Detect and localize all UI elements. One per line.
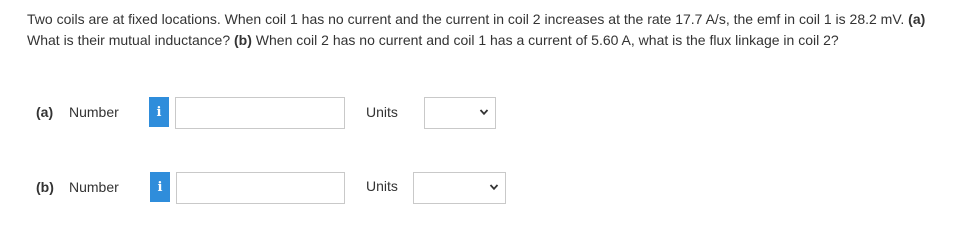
units-label: Units xyxy=(366,178,398,194)
part-a-tag: (a) xyxy=(908,11,926,27)
question-intro: Two coils are at fixed locations. When coil 1 has no current and the current in coil 2 increases at the rate 17.7 A/s, the emf in coil 1 is 28.2 mV. xyxy=(27,11,909,27)
question-text xyxy=(27,9,942,51)
part-b-prompt: When coil 2 has no current and coil 1 has a current of 5.60 A, what is the flux linkage in coil 2? xyxy=(251,32,839,48)
number-input[interactable] xyxy=(176,172,345,204)
info-glyph: i xyxy=(156,104,162,120)
units-label: Units xyxy=(366,104,398,120)
info-icon[interactable] xyxy=(149,97,169,127)
chevron-down-icon xyxy=(479,107,489,117)
part-a-prompt: What is their mutual inductance? xyxy=(27,32,234,48)
units-dropdown[interactable] xyxy=(413,172,506,204)
part-label: (b) xyxy=(36,179,54,195)
info-glyph: i xyxy=(157,179,163,195)
units-dropdown[interactable] xyxy=(424,97,496,129)
number-label: Number xyxy=(69,104,119,120)
info-icon[interactable] xyxy=(150,172,170,202)
part-b-tag: (b) xyxy=(234,32,252,48)
number-label: Number xyxy=(69,179,119,195)
number-input[interactable] xyxy=(175,97,345,129)
chevron-down-icon xyxy=(489,182,499,192)
part-label: (a) xyxy=(36,104,54,120)
